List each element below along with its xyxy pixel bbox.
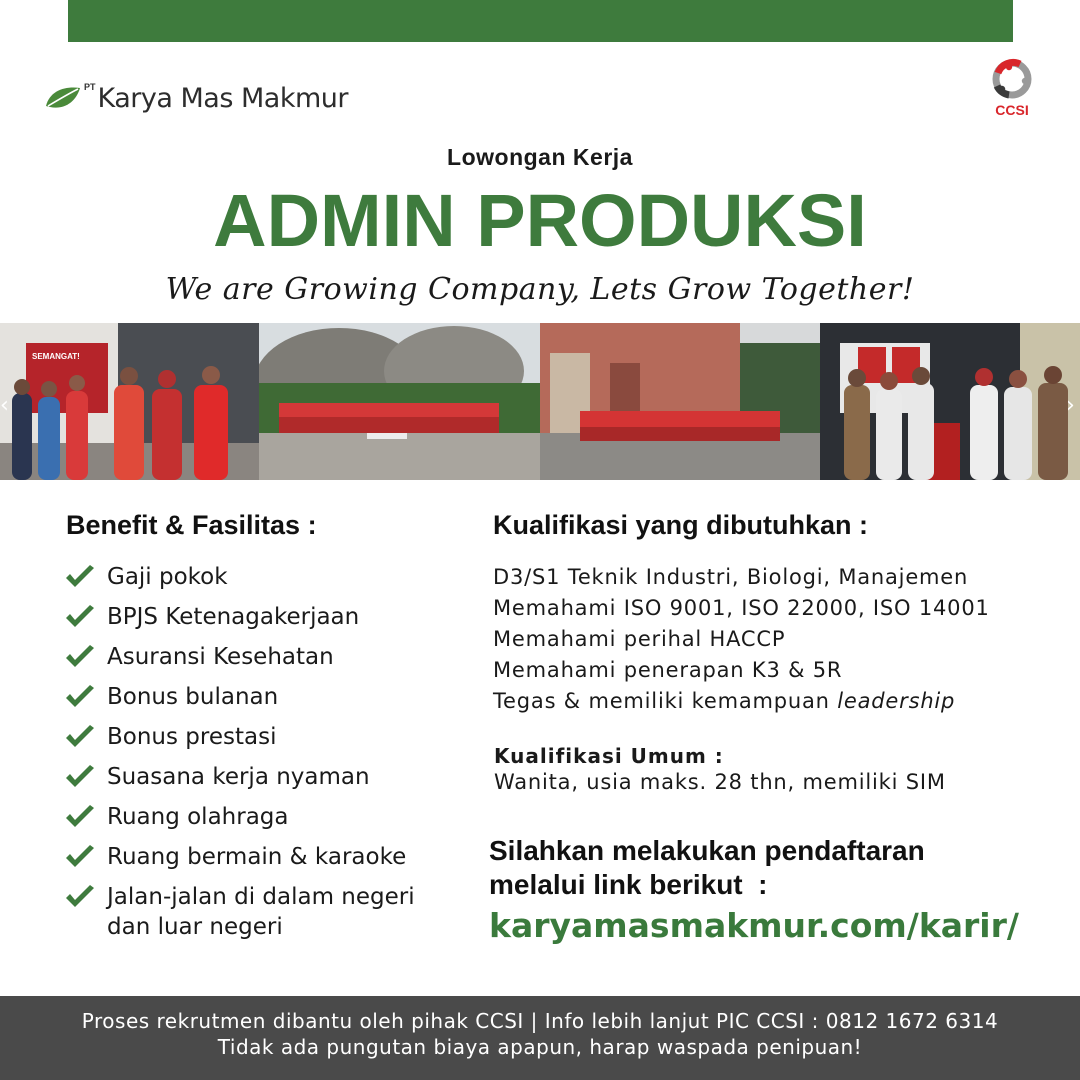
benefit-label-line: Jalan-jalan di dalam negeri: [107, 884, 415, 910]
office-team-photo: [820, 323, 1080, 480]
benefit-label-line: dan luar negeri: [107, 914, 283, 940]
top-accent-bar: [68, 0, 1013, 42]
qualification-item: [493, 686, 990, 717]
benefit-label-multiline: [107, 882, 415, 942]
registration-call-to-action: [489, 834, 925, 902]
footer-info: Proses rekrutmen dibantu oleh pihak CCSI | Info lebih lanjut PIC CCSI : 0812 1672 6314: [81, 1009, 999, 1033]
benefit-label: Gaji pokok: [107, 564, 228, 590]
benefit-label: Asuransi Kesehatan: [107, 644, 334, 670]
check-icon: [64, 804, 96, 830]
qualification-item: Memahami penerapan K3 & 5R: [493, 658, 843, 682]
cta-line: Silahkan melakukan pendaftaran: [489, 835, 925, 866]
check-icon: [64, 844, 96, 870]
poster-text: SEMANGAT!: [32, 352, 80, 361]
footer-warning: Tidak ada pungutan biaya apapun, harap waspada penipuan!: [217, 1035, 863, 1059]
general-qualifications-heading: Kualifikasi Umum :: [494, 744, 724, 768]
general-qualifications-text: Wanita, usia maks. 28 thn, memiliki SIM: [494, 770, 946, 794]
list-item: [64, 722, 464, 762]
list-item: [64, 642, 464, 682]
list-item: [64, 802, 464, 842]
list-item: [64, 842, 464, 882]
photo-gallery: [0, 323, 1080, 480]
leaf-icon: [44, 84, 82, 112]
career-link[interactable]: karyamasmakmur.com/karir/: [489, 906, 1019, 945]
company-prefix: PT: [84, 82, 96, 92]
check-icon: [64, 604, 96, 630]
benefit-label: Ruang bermain & karaoke: [107, 844, 407, 870]
park-group-photo: [259, 323, 540, 480]
company-name: Karya Mas Makmur: [97, 82, 348, 114]
qualification-item: Memahami ISO 9001, ISO 22000, ISO 14001: [493, 596, 990, 620]
chevron-right-icon[interactable]: ›: [1066, 393, 1075, 418]
benefit-label: Bonus bulanan: [107, 684, 279, 710]
list-item: [64, 562, 464, 602]
check-icon: [64, 684, 96, 710]
check-icon: [64, 644, 96, 670]
benefit-label: BPJS Ketenagakerjaan: [107, 604, 360, 630]
check-icon: [64, 764, 96, 790]
check-icon: [64, 564, 96, 590]
ccsi-label: CCSI: [995, 102, 1029, 118]
benefit-label: Suasana kerja nyaman: [107, 764, 370, 790]
company-logo: [44, 78, 348, 118]
list-item: [64, 762, 464, 802]
benefits-heading: Benefit & Fasilitas :: [66, 510, 317, 540]
list-item: [64, 882, 464, 946]
job-title: ADMIN PRODUKSI: [213, 179, 867, 262]
list-item: [64, 682, 464, 722]
benefits-list: [64, 562, 464, 946]
qualification-item: D3/S1 Teknik Industri, Biologi, Manajemen: [493, 565, 969, 589]
check-icon: [64, 884, 96, 910]
tagline: We are Growing Company, Lets Grow Together!: [165, 272, 915, 307]
list-item: [64, 602, 464, 642]
qualifications-heading: Kualifikasi yang dibutuhkan :: [493, 510, 869, 540]
footer: [0, 996, 1080, 1080]
team-office-photo: [0, 323, 259, 480]
benefit-label: Ruang olahraga: [107, 804, 289, 830]
ccsi-logo-icon: [989, 56, 1035, 102]
qualifications-list: [493, 562, 990, 717]
benefit-label: Bonus prestasi: [107, 724, 277, 750]
chevron-left-icon[interactable]: ‹: [0, 393, 9, 418]
qualification-emphasis: leadership: [837, 689, 956, 713]
qualification-item: Memahami perihal HACCP: [493, 627, 786, 651]
heritage-building-group-photo: [540, 323, 820, 480]
check-icon: [64, 724, 96, 750]
cta-line: melalui link berikut :: [489, 869, 768, 900]
ccsi-logo: [986, 56, 1038, 122]
job-subtitle: Lowongan Kerja: [447, 144, 633, 170]
qualification-text: Tegas & memiliki kemampuan: [493, 689, 838, 713]
